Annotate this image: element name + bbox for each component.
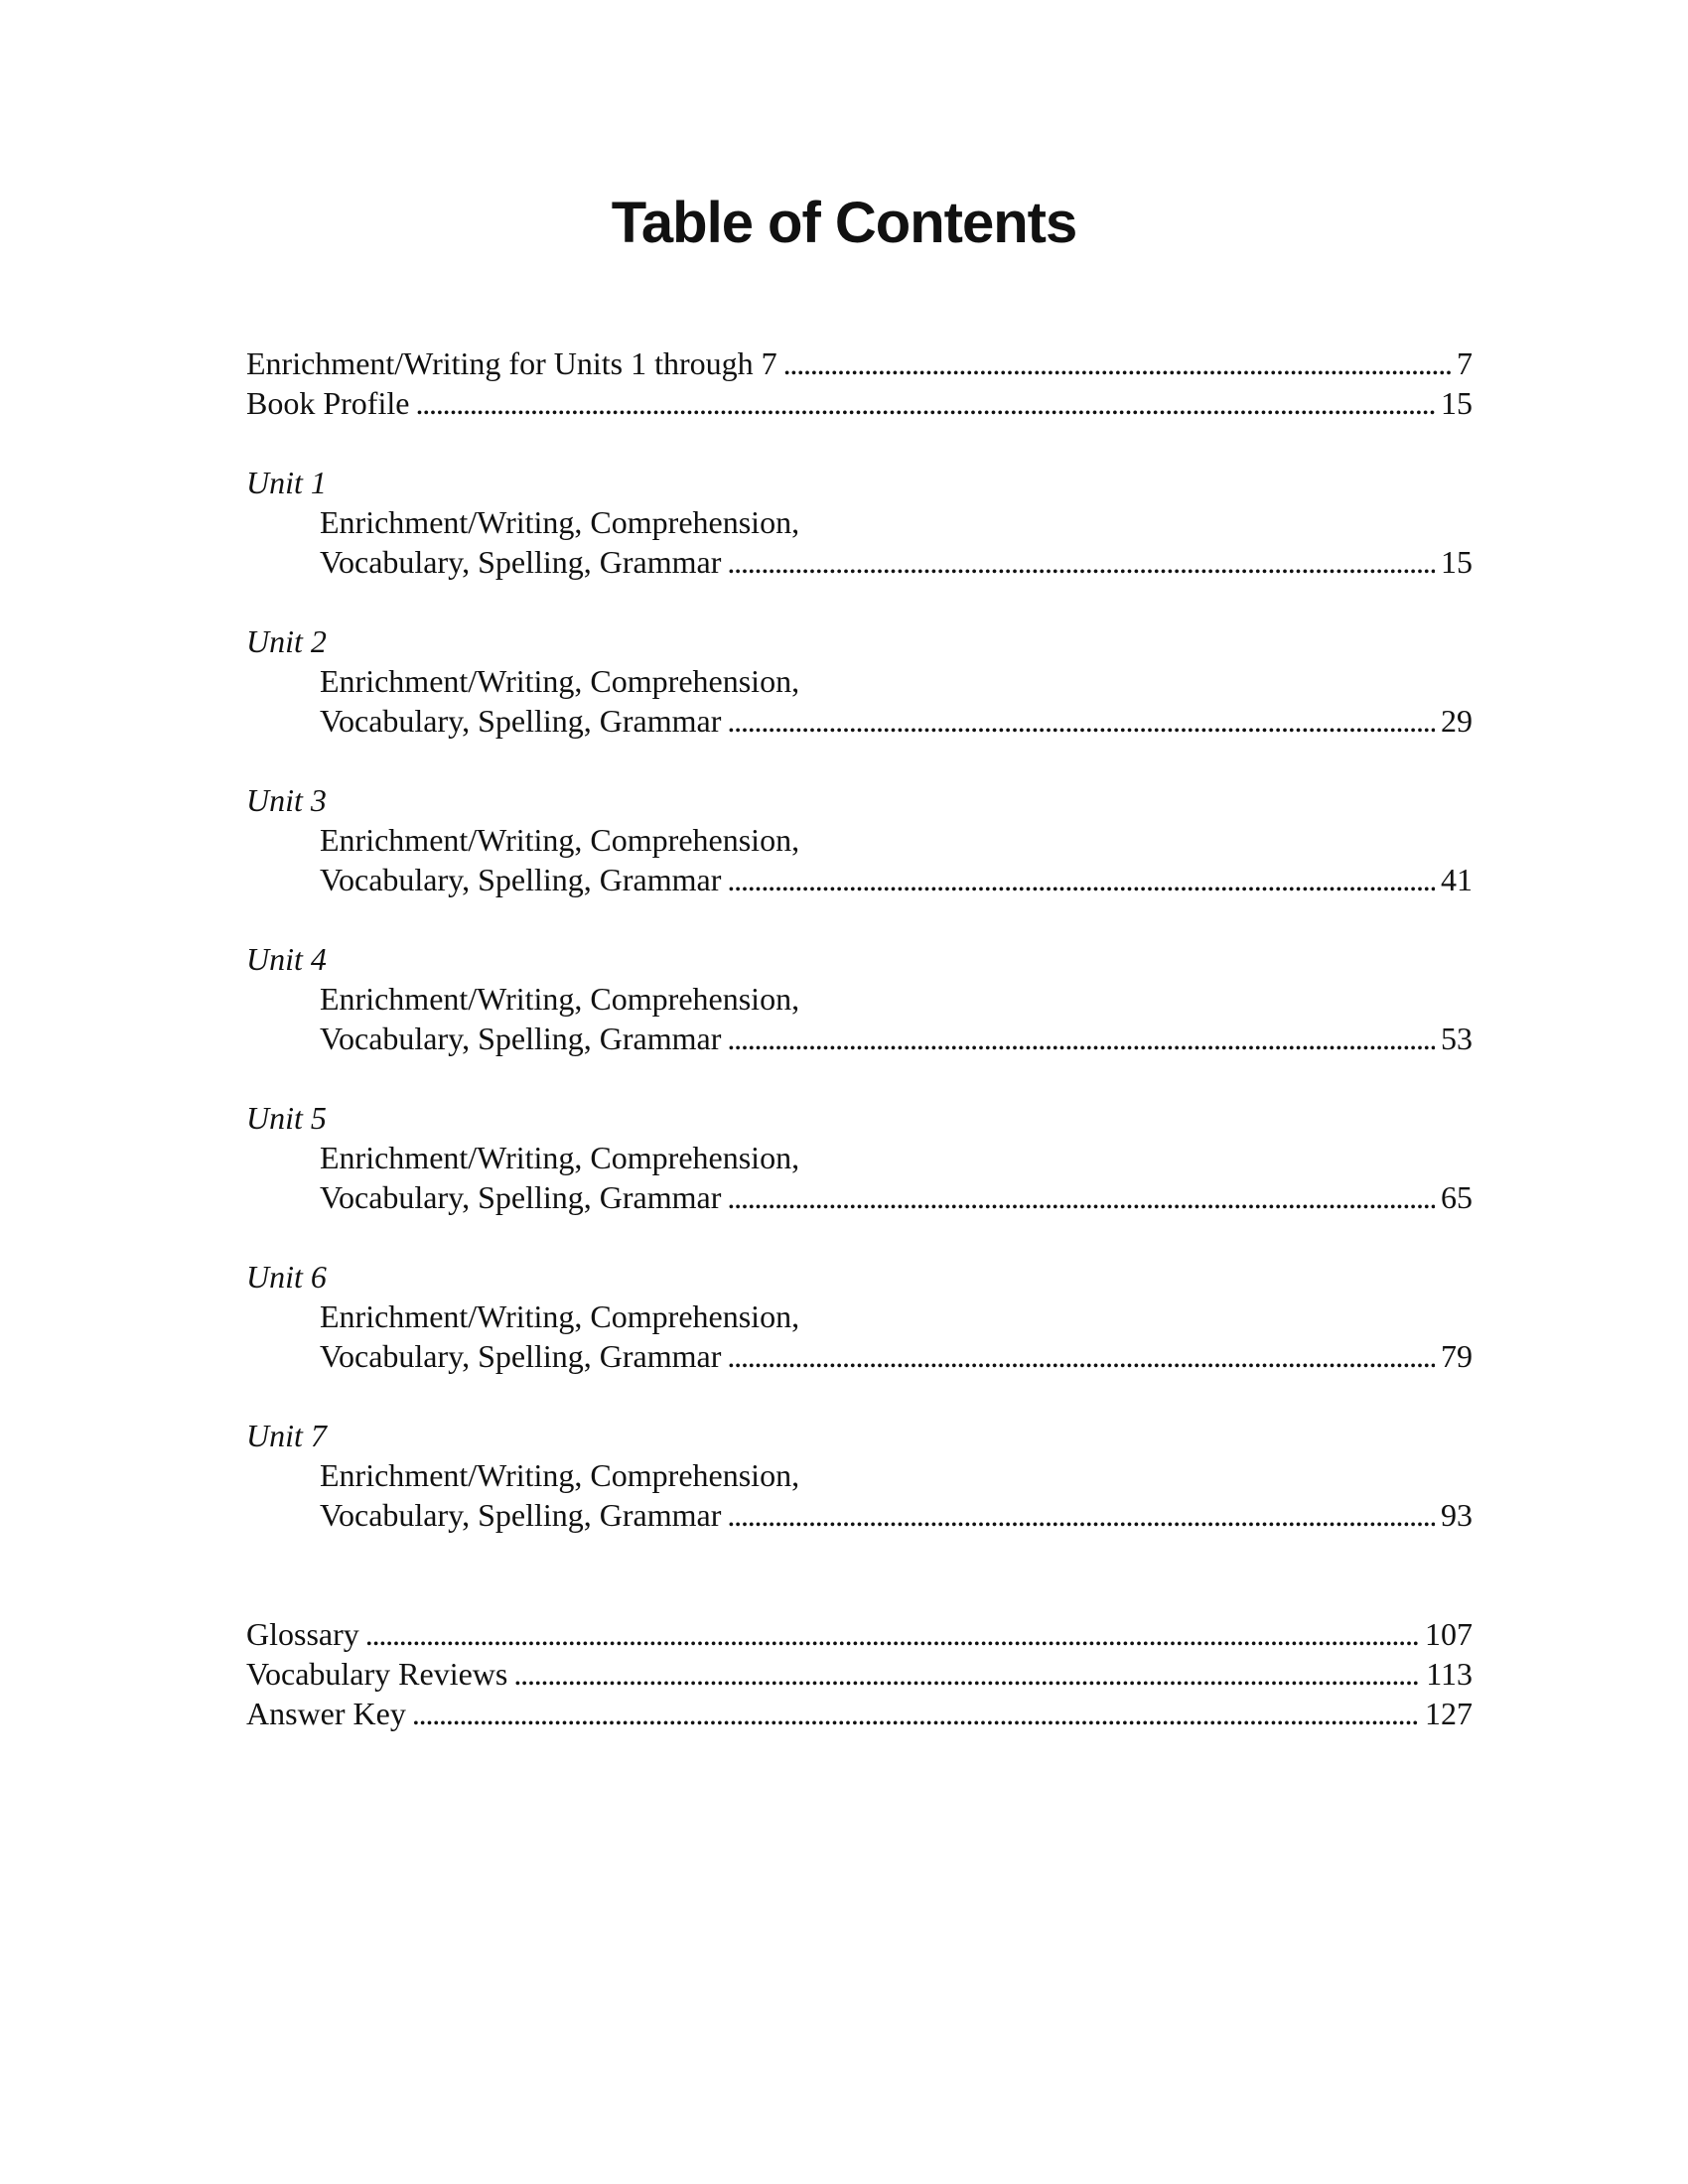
toc-entry-unit-4[interactable] <box>320 1019 1473 1058</box>
toc-entry-label: Glossary <box>246 1616 359 1652</box>
toc-entry-page: 41 <box>1441 862 1473 897</box>
toc-entry-label: Vocabulary, Spelling, Grammar <box>320 1021 722 1056</box>
unit-description-line: Enrichment/Writing, Comprehension, <box>320 504 800 540</box>
unit-title: Unit 6 <box>246 1259 327 1295</box>
dot-leader <box>727 1177 1435 1217</box>
toc-entry-page: 53 <box>1441 1021 1473 1056</box>
toc-entry-page: 113 <box>1426 1656 1473 1692</box>
unit-section-7 <box>246 1416 1473 1535</box>
toc-entry-label: Vocabulary, Spelling, Grammar <box>320 1338 722 1374</box>
unit-title: Unit 5 <box>246 1100 327 1136</box>
toc-entry-label: Vocabulary Reviews <box>246 1656 508 1692</box>
toc-entry-label: Answer Key <box>246 1696 406 1731</box>
toc-entry-unit-7[interactable] <box>320 1495 1473 1535</box>
unit-title: Unit 1 <box>246 465 327 500</box>
unit-section-3 <box>246 780 1473 899</box>
toc-entry-label: Vocabulary, Spelling, Grammar <box>320 544 722 580</box>
toc-entry-label: Enrichment/Writing for Units 1 through 7 <box>246 345 777 381</box>
toc-entry-page: 93 <box>1441 1497 1473 1533</box>
toc-entry-glossary[interactable] <box>246 1614 1473 1654</box>
toc-entry-label: Vocabulary, Spelling, Grammar <box>320 1497 722 1533</box>
toc-entry-vocabulary-reviews[interactable] <box>246 1654 1473 1694</box>
back-matter-list <box>246 1614 1473 1733</box>
toc-entry-page: 15 <box>1441 385 1473 421</box>
unit-description-line: Enrichment/Writing, Comprehension, <box>320 981 800 1017</box>
toc-entry-book-profile[interactable] <box>246 383 1473 423</box>
unit-section-6 <box>246 1257 1473 1376</box>
unit-title: Unit 7 <box>246 1418 327 1453</box>
unit-description-line: Enrichment/Writing, Comprehension, <box>320 1457 800 1493</box>
toc-entry-unit-2[interactable] <box>320 701 1473 741</box>
table-of-contents <box>246 343 1473 1733</box>
unit-section-4 <box>246 939 1473 1058</box>
dot-leader <box>727 542 1435 582</box>
toc-entry-unit-1[interactable] <box>320 542 1473 582</box>
unit-description-line: Enrichment/Writing, Comprehension, <box>320 663 800 699</box>
dot-leader <box>415 383 1435 423</box>
toc-entry-answer-key[interactable] <box>246 1694 1473 1733</box>
toc-entry-enrichment-writing[interactable] <box>246 343 1473 383</box>
page-title: Table of Contents <box>611 191 1077 255</box>
toc-entry-page: 79 <box>1441 1338 1473 1374</box>
toc-entry-label: Vocabulary, Spelling, Grammar <box>320 1179 722 1215</box>
toc-entry-page: 15 <box>1441 544 1473 580</box>
dot-leader <box>727 1495 1435 1535</box>
unit-title: Unit 3 <box>246 782 327 818</box>
toc-entry-page: 65 <box>1441 1179 1473 1215</box>
toc-entry-page: 127 <box>1425 1696 1473 1731</box>
unit-title: Unit 2 <box>246 623 327 659</box>
dot-leader <box>513 1654 1420 1694</box>
unit-title: Unit 4 <box>246 941 327 977</box>
dot-leader <box>727 1019 1435 1058</box>
toc-entry-unit-3[interactable] <box>320 860 1473 899</box>
dot-leader <box>727 1336 1435 1376</box>
dot-leader <box>365 1614 1419 1654</box>
toc-entry-label: Book Profile <box>246 385 410 421</box>
unit-description-line: Enrichment/Writing, Comprehension, <box>320 1140 800 1175</box>
unit-description-line: Enrichment/Writing, Comprehension, <box>320 822 800 858</box>
unit-section-1 <box>246 463 1473 582</box>
toc-entry-label: Vocabulary, Spelling, Grammar <box>320 862 722 897</box>
dot-leader <box>412 1694 1419 1733</box>
unit-section-2 <box>246 621 1473 741</box>
toc-entry-unit-6[interactable] <box>320 1336 1473 1376</box>
toc-entry-page: 107 <box>1425 1616 1473 1652</box>
toc-entry-page: 7 <box>1457 345 1473 381</box>
unit-section-5 <box>246 1098 1473 1217</box>
dot-leader <box>727 701 1435 741</box>
dot-leader <box>727 860 1435 899</box>
toc-entry-page: 29 <box>1441 703 1473 739</box>
unit-description-line: Enrichment/Writing, Comprehension, <box>320 1298 800 1334</box>
dot-leader <box>783 343 1451 383</box>
front-matter-list <box>246 343 1473 423</box>
toc-entry-unit-5[interactable] <box>320 1177 1473 1217</box>
toc-entry-label: Vocabulary, Spelling, Grammar <box>320 703 722 739</box>
